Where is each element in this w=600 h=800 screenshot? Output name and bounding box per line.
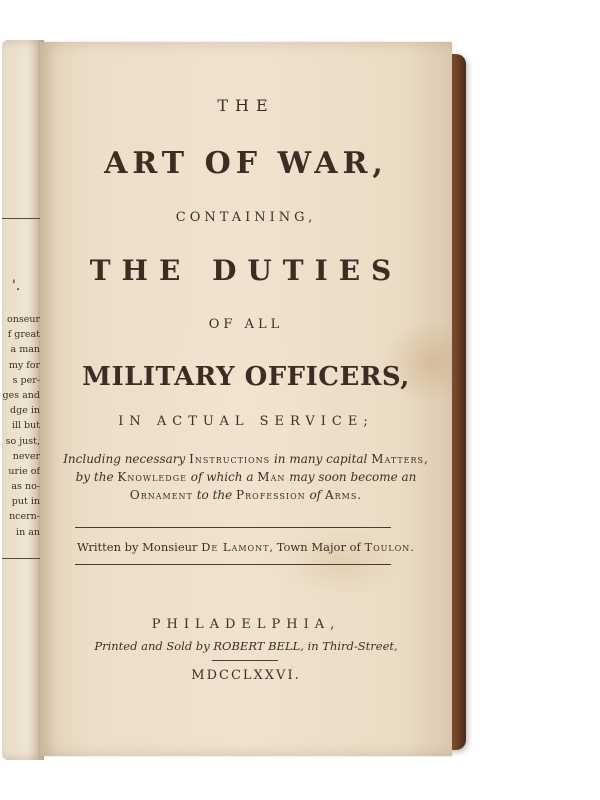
text-fragment: Written by Monsieur [77,540,202,554]
facing-page-line: urie of [8,465,40,477]
text-fragment: , Town Major of [269,540,365,554]
text-fragment: De Lamont [201,540,270,554]
divider-rule [75,527,391,528]
title-in-actual-service: IN ACTUAL SERVICE; [118,414,374,429]
text-fragment: by the [75,470,118,484]
facing-page-rule [2,218,40,219]
text-fragment: Toulon. [364,540,415,554]
facing-page-line: a man [10,344,40,356]
facing-page-line: ill but [11,420,40,432]
facing-page-line: dge in [10,405,40,417]
facing-page-rule [2,558,40,559]
text-fragment: Matters, [371,452,429,466]
including-line-3 [40,488,452,502]
title-of-all: OF ALL [208,317,284,332]
facing-page-line: onseur [7,314,40,325]
author-line [40,540,452,554]
facing-page-line: my for [8,359,40,371]
facing-page-line: in an [16,526,40,538]
imprint-year: MDCCLXXVI. [191,668,301,683]
including-line-1 [40,452,452,466]
text-fragment: Ornament [129,488,193,502]
facing-page-line: never [12,450,40,462]
text-fragment: Profession [236,488,306,502]
text-fragment: of [305,488,325,502]
title-military-officers: MILITARY OFFICERS, [82,362,410,392]
facing-page-line: f great [7,329,40,341]
text-fragment: Man [257,470,286,484]
including-line-2 [40,470,452,484]
imprint-printer: Printed and Sold by ROBERT BELL, in Third-Street, [94,639,398,653]
title-the-duties: THE DUTIES [89,254,403,287]
text-fragment: of which a [186,470,258,484]
text-fragment: Arms. [324,488,363,502]
facing-page-mark: '. [12,278,21,294]
facing-page-line: ges and [2,389,40,401]
facing-page-line: put in [11,496,40,508]
divider-rule [75,564,391,565]
title-art-of-war: ART OF WAR, [104,146,388,181]
title-containing: CONTAINING, [175,210,317,225]
text-fragment: Including necessary [63,452,190,466]
facing-page-line: so just, [5,435,40,447]
facing-page [2,40,44,760]
imprint-city: PHILADELPHIA, [151,617,341,632]
title-page [40,42,452,756]
text-fragment: in many capital [270,452,372,466]
text-fragment: to the [192,488,237,502]
text-fragment: Instructions [189,452,271,466]
facing-page-line: s per- [12,374,40,386]
facing-page-line: ncern- [9,511,40,523]
text-fragment: Knowledge [117,470,187,484]
text-fragment: may soon become an [285,470,417,484]
imprint-rule [212,660,278,661]
title-the: THE [217,96,275,115]
facing-page-text [2,312,40,540]
facing-page-line: as no- [11,481,40,493]
